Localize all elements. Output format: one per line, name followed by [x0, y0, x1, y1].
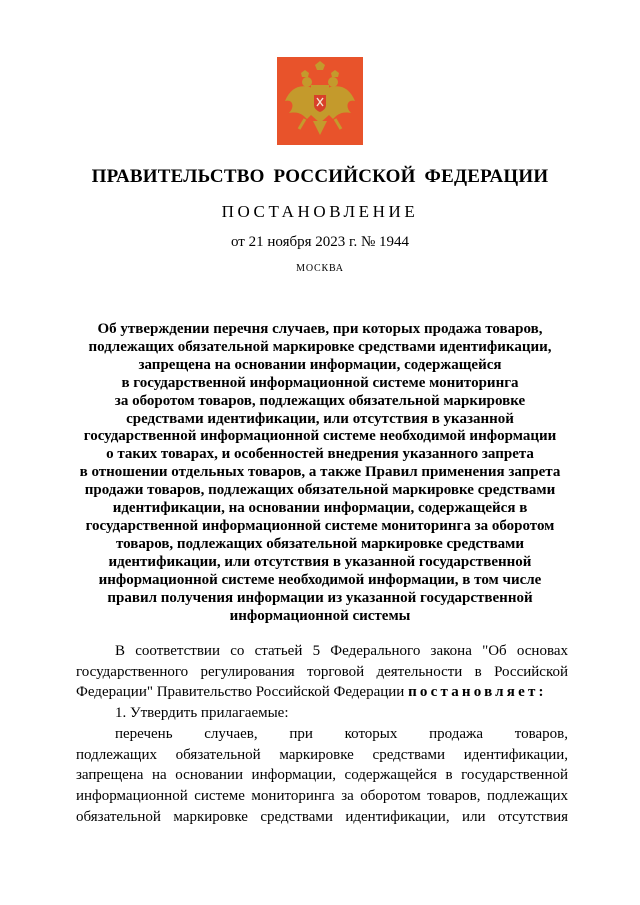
document-body [76, 641, 568, 827]
double-headed-eagle-icon [277, 57, 363, 145]
body-line: 1. Утвердить прилагаемые: [115, 705, 289, 722]
title-line: запрещена на основании информации, содержащейся [138, 356, 502, 373]
title-line: государственной информационной системе мониторинга за оборотом [85, 517, 555, 534]
coat-of-arms-emblem [277, 57, 363, 145]
body-line: информационной системе мониторинга за оборотом товаров, подлежащих [76, 787, 568, 804]
title-line: правил получения информации из указанной государственной [107, 589, 533, 606]
document-title [70, 321, 570, 625]
title-line: идентификации, или отсутствия в указанной государственной [108, 553, 532, 570]
body-line: В соответствии со статьей 5 Федерального закона "Об основах [115, 643, 568, 659]
body-line: перечень случаев, при которых продажа товаров, [115, 725, 568, 742]
title-line: идентификации, на основании информации, содержащейся в [112, 500, 528, 517]
title-line: в отношении отдельных товаров, а также Правил применения запрета [79, 464, 561, 481]
document-type: ПОСТАНОВЛЕНИЕ [221, 202, 419, 221]
title-line: товаров, подлежащих обязательной маркировке средствами [115, 535, 525, 552]
city-name: МОСКВА [296, 263, 344, 274]
title-line: о таких товарах, и особенностей внедрения указанного запрета [106, 446, 534, 463]
title-line: информационной системы [229, 607, 411, 624]
preamble-text: Федерации" Правительство Российской Федерации [76, 684, 405, 701]
body-line [76, 682, 568, 703]
title-line: продажи товаров, подлежащих обязательной маркировке средствами [84, 482, 556, 499]
body-line: подлежащих обязательной маркировке средствами идентификации, [76, 746, 568, 763]
government-heading: ПРАВИТЕЛЬСТВО РОССИЙСКОЙ ФЕДЕРАЦИИ [91, 166, 549, 187]
title-line: подлежащих обязательной маркировке средствами идентификации, [88, 338, 552, 355]
body-line: государственного регулирования торговой деятельности в Российской [76, 663, 568, 680]
title-line: информационной системе необходимой информации, в том числе [98, 571, 542, 588]
title-line: за оборотом товаров, подлежащих обязательной маркировке [114, 392, 526, 409]
date-and-number: от 21 ноября 2023 г. № 1944 [230, 234, 410, 250]
body-line: обязательной маркировке средствами идентификации, или отсутствия [76, 808, 568, 825]
body-line: запрещена на основании информации, содержащейся в государственной [76, 767, 568, 784]
title-line: Об утверждении перечня случаев, при которых продажа товаров, [97, 321, 543, 337]
title-line: государственной информационной системе необходимой информации [83, 428, 557, 445]
title-line: средствами идентификации, или отсутствия в указанной [126, 410, 514, 427]
decrees-word: постановляет: [408, 684, 547, 701]
title-line: в государственной информационной системе мониторинга [121, 374, 519, 391]
